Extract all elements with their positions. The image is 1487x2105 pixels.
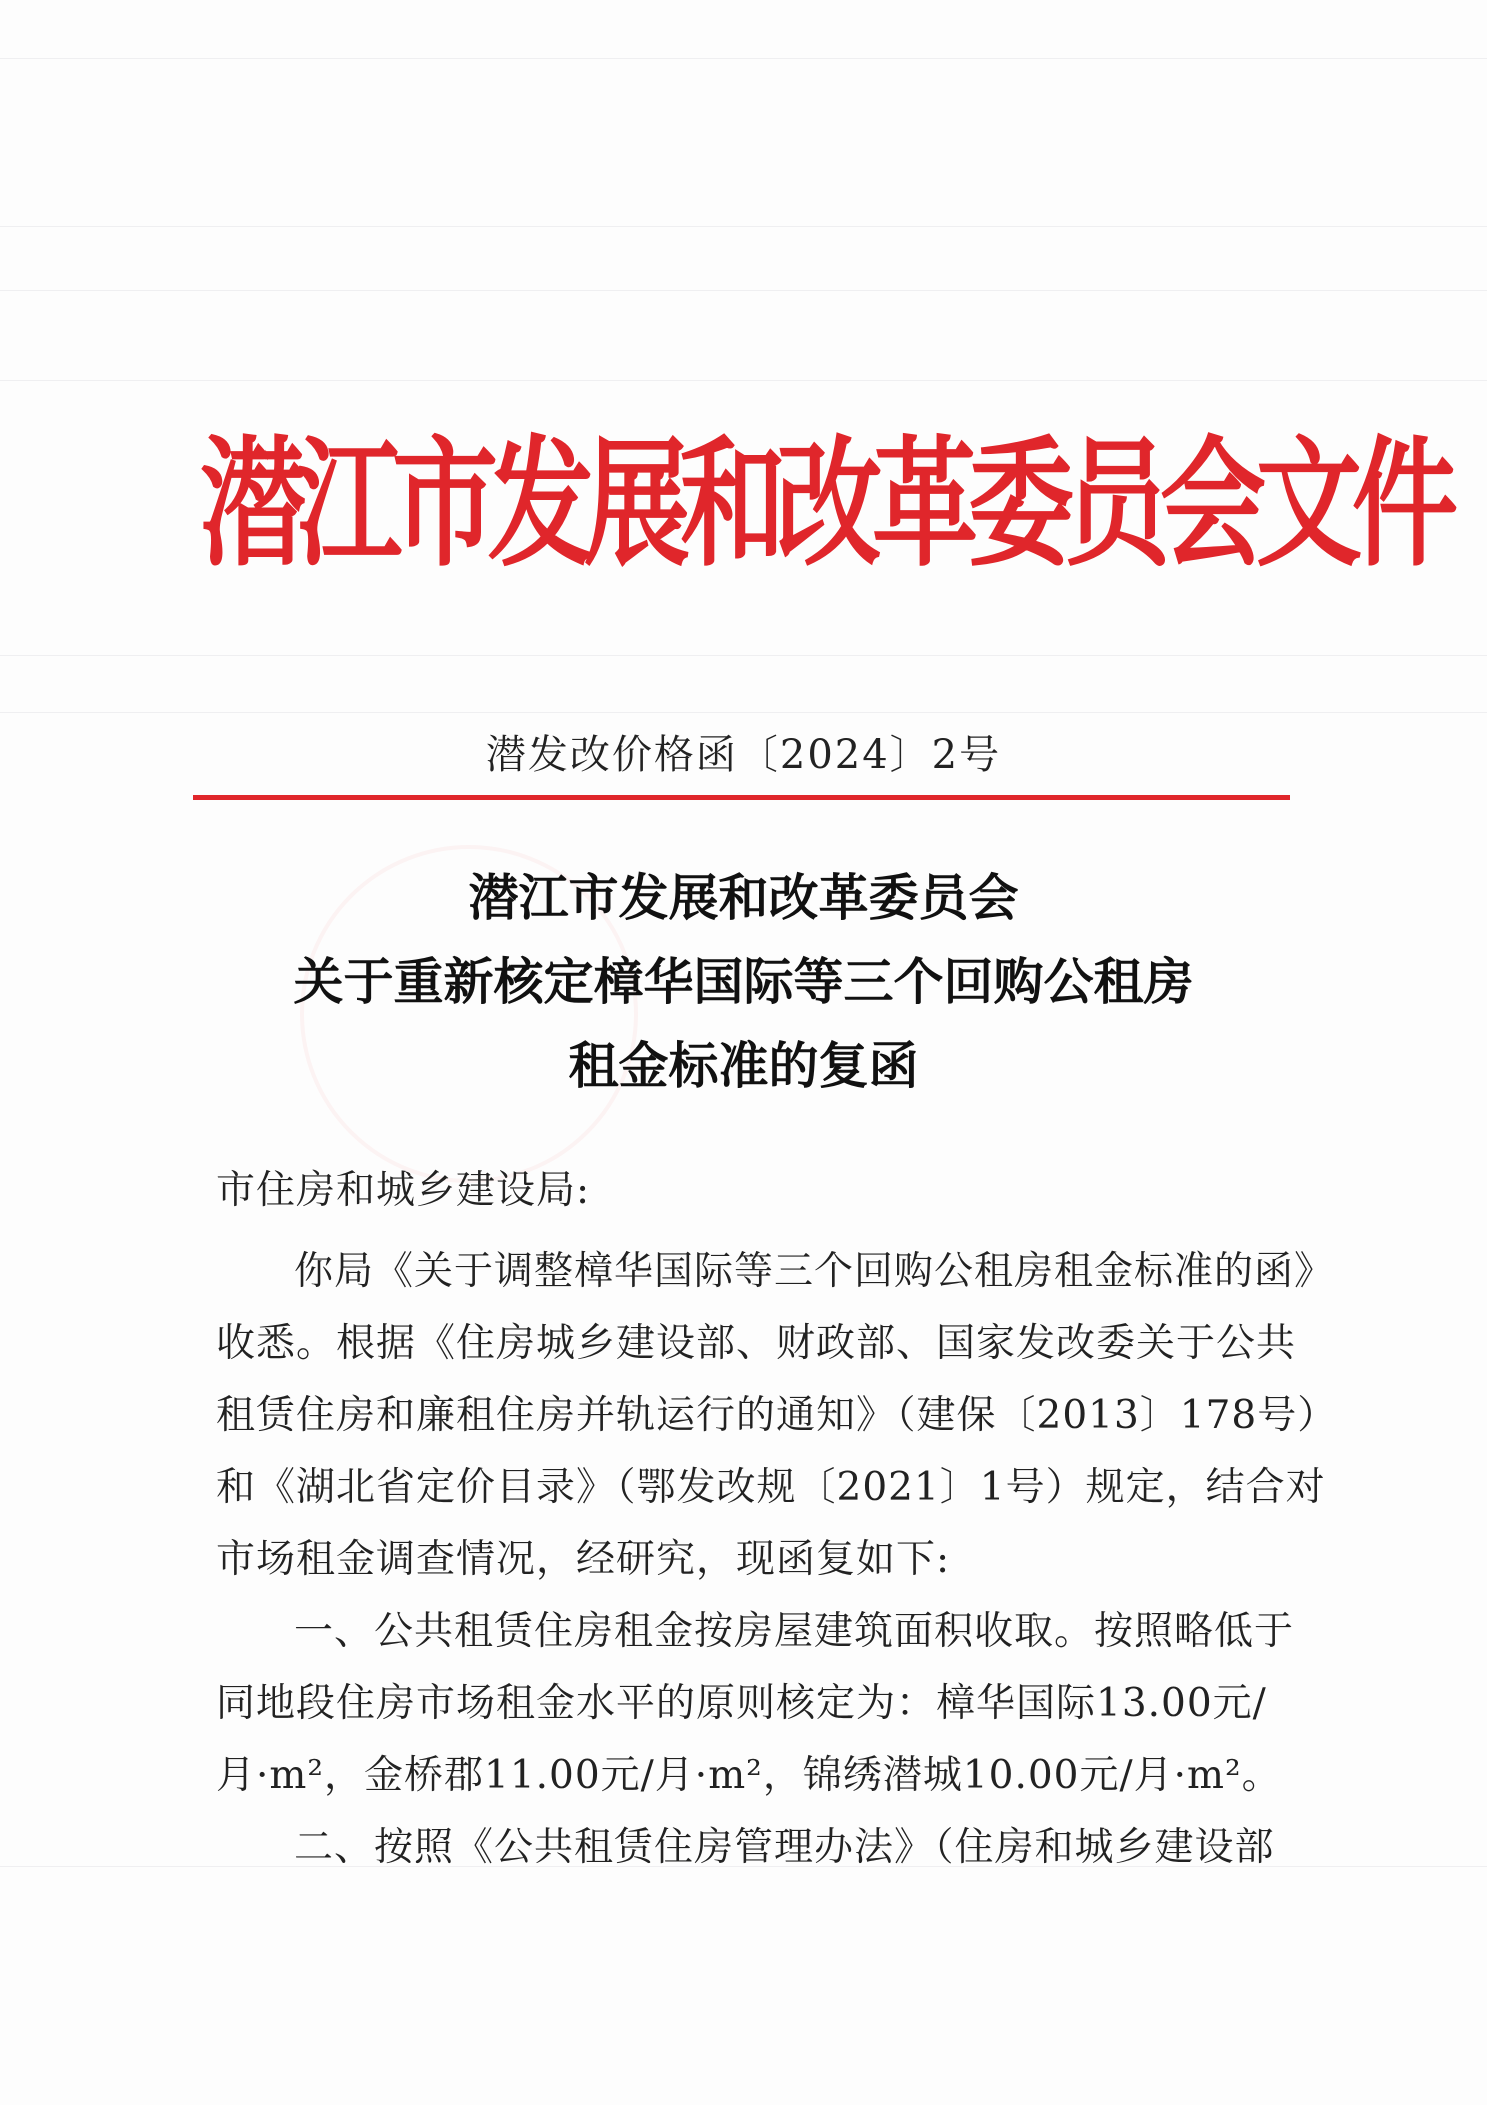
body-line-2: 收悉。根据《住房城乡建设部、财政部、国家发改委关于公共 xyxy=(216,1321,1297,1366)
document-masthead: 潜江市发展和改革委员会文件 xyxy=(200,423,1448,586)
scan-artifact xyxy=(0,712,1487,713)
body-line-8: 月·m²，金桥郡11.00元/月·m²，锦绣潜城10.00元/月·m²。 xyxy=(216,1753,1282,1798)
body-line-7: 同地段住房市场租金水平的原则核定为：樟华国际13.00元/ xyxy=(216,1681,1267,1726)
title-line-3: 租金标准的复函 xyxy=(568,1036,919,1095)
body-line-6: 一、公共租赁住房租金按房屋建筑面积收取。按照略低于 xyxy=(294,1609,1295,1654)
body-line-9: 二、按照《公共租赁住房管理办法》（住房和城乡建设部 xyxy=(294,1825,1275,1870)
scan-artifact xyxy=(0,226,1487,227)
scan-artifact xyxy=(0,290,1487,291)
body-line-5: 市场租金调查情况，经研究，现函复如下: xyxy=(216,1537,951,1582)
body-line-4: 和《湖北省定价目录》（鄂发改规〔2021〕1号）规定，结合对 xyxy=(216,1465,1326,1510)
scan-artifact xyxy=(0,655,1487,656)
red-separator-rule xyxy=(193,795,1290,800)
body-line-1: 你局《关于调整樟华国际等三个回购公租房租金标准的函》 xyxy=(294,1249,1335,1294)
scan-artifact xyxy=(0,58,1487,59)
body-line-3: 租赁住房和廉租住房并轨运行的通知》（建保〔2013〕178号） xyxy=(216,1393,1338,1438)
title-line-2: 关于重新核定樟华国际等三个回购公租房 xyxy=(293,952,1194,1011)
document-number: 潜发改价格函〔2024〕2号 xyxy=(485,732,1002,778)
scan-artifact xyxy=(0,380,1487,381)
salutation: 市住房和城乡建设局: xyxy=(216,1168,591,1213)
title-line-1: 潜江市发展和改革委员会 xyxy=(468,868,1019,927)
